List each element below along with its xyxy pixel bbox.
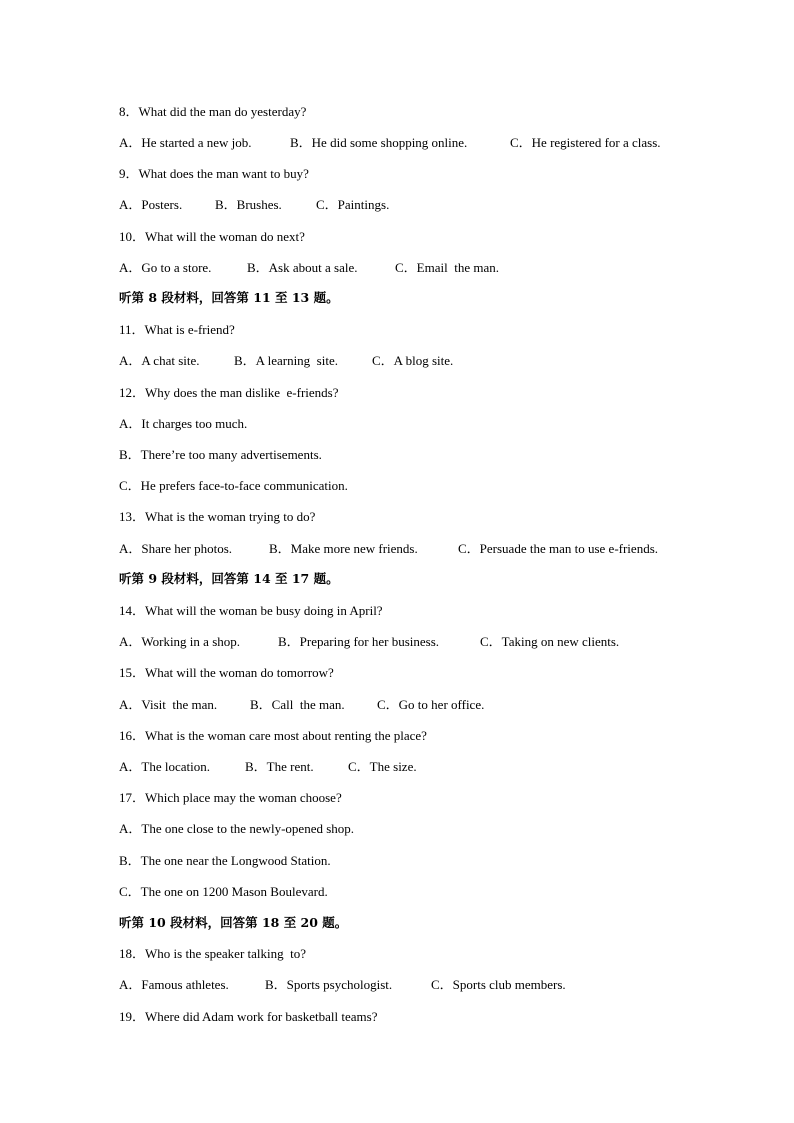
- question-9-option-a: A．Posters.: [119, 197, 183, 212]
- question-17-stem: 17．Which place may the woman choose?: [119, 790, 342, 805]
- question-11-option-c: C．A blog site.: [372, 353, 454, 368]
- question-18-option-c: C．Sports club members.: [431, 977, 566, 992]
- question-11-option-b: B．A learning site.: [234, 353, 338, 368]
- question-13-option-c: C．Persuade the man to use e-friends.: [458, 541, 659, 556]
- question-8-option-c: C．He registered for a class.: [510, 135, 661, 150]
- question-15-option-c: C．Go to her office.: [377, 697, 485, 712]
- question-19-stem: 19．Where did Adam work for basketball teams?: [119, 1009, 378, 1024]
- question-15-option-b: B．Call the man.: [250, 697, 345, 712]
- question-18-option-a: A．Famous athletes.: [119, 977, 229, 992]
- question-10-option-c: C．Email the man.: [395, 260, 499, 275]
- question-8-option-b: B．He did some shopping online.: [290, 135, 468, 150]
- question-16-option-b: B．The rent.: [245, 759, 314, 774]
- question-18-stem: 18．Who is the speaker talking to?: [119, 946, 307, 961]
- question-13-stem: 13．What is the woman trying to do?: [119, 509, 316, 524]
- section-8-heading: 听第 8 段材料，回答第 11 至 13 题。: [119, 290, 339, 305]
- question-9-option-c: C．Paintings.: [316, 197, 390, 212]
- question-14-option-a: A．Working in a shop.: [119, 634, 240, 649]
- question-8-option-a: A．He started a new job.: [119, 135, 252, 150]
- question-12-option-c: C．He prefers face-to-face communication.: [119, 478, 348, 493]
- question-10-stem: 10．What will the woman do next?: [119, 229, 305, 244]
- question-12-stem: 12．Why does the man dislike e-friends?: [119, 385, 339, 400]
- question-12-option-b: B．There’re too many advertisements.: [119, 447, 322, 462]
- question-9-option-b: B．Brushes.: [215, 197, 282, 212]
- question-14-stem: 14．What will the woman be busy doing in April?: [119, 603, 383, 618]
- question-16-option-a: A．The location.: [119, 759, 210, 774]
- question-17-option-c: C．The one on 1200 Mason Boulevard.: [119, 884, 328, 899]
- question-10-option-b: B．Ask about a sale.: [247, 260, 358, 275]
- question-15-stem: 15．What will the woman do tomorrow?: [119, 665, 334, 680]
- question-11-option-a: A．A chat site.: [119, 353, 200, 368]
- question-11-stem: 11．What is e-friend?: [119, 322, 235, 337]
- question-14-option-c: C．Taking on new clients.: [480, 634, 620, 649]
- question-9-stem: 9．What does the man want to buy?: [119, 166, 309, 181]
- question-17-option-a: A．The one close to the newly-opened shop.: [119, 821, 355, 836]
- question-16-stem: 16．What is the woman care most about renting the place?: [119, 728, 427, 743]
- section-9-heading: 听第 9 段材料，回答第 14 至 17 题。: [119, 571, 339, 586]
- question-13-option-a: A．Share her photos.: [119, 541, 233, 556]
- question-10-option-a: A．Go to a store.: [119, 260, 212, 275]
- question-13-option-b: B．Make more new friends.: [269, 541, 418, 556]
- question-18-option-b: B．Sports psychologist.: [265, 977, 393, 992]
- question-16-option-c: C．The size.: [348, 759, 417, 774]
- question-14-option-b: B．Preparing for her business.: [278, 634, 440, 649]
- question-17-option-b: B．The one near the Longwood Station.: [119, 853, 331, 868]
- section-10-heading: 听第 10 段材料，回答第 18 至 20 题。: [119, 915, 348, 930]
- question-12-option-a: A．It charges too much.: [119, 416, 248, 431]
- question-15-option-a: A．Visit the man.: [119, 697, 218, 712]
- question-8-stem: 8．What did the man do yesterday?: [119, 104, 307, 119]
